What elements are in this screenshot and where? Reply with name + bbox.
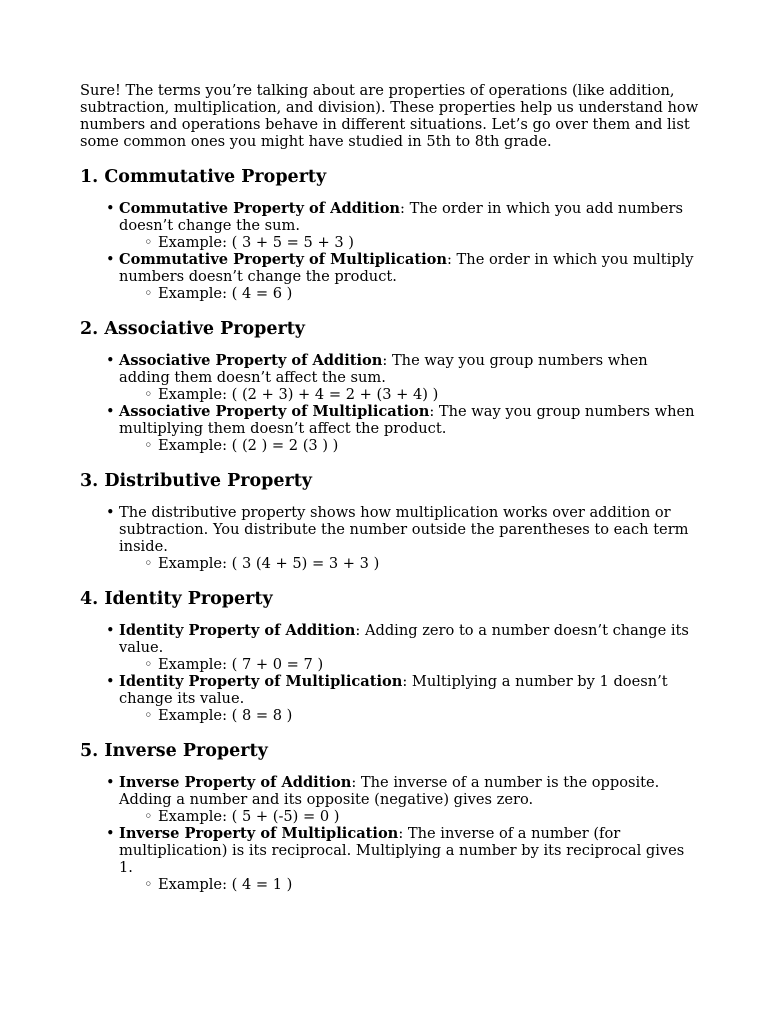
term-description: : The order in which you multiply numbers doesn’t change the product. bbox=[119, 251, 694, 285]
example-list bbox=[119, 437, 700, 454]
section-title-commutative: 1. Commutative Property bbox=[80, 167, 327, 187]
term-label: Commutative Property of Multiplication bbox=[119, 251, 447, 268]
term-description: : The way you group numbers when multiplying them doesn’t affect the product. bbox=[119, 403, 695, 437]
section-list-distributive bbox=[80, 504, 700, 572]
term-description: : Multiplying a number by 1 doesn’t change its value. bbox=[119, 673, 668, 707]
example-item: ◦ Example: ( (2 + 3) + 4 = 2 + (3 + 4) ) bbox=[158, 386, 700, 403]
section-list-inverse bbox=[80, 774, 700, 893]
term-label: Identity Property of Addition bbox=[119, 622, 356, 639]
example-list bbox=[119, 386, 700, 403]
list-item bbox=[119, 504, 700, 572]
section-title-inverse: 5. Inverse Property bbox=[80, 741, 268, 761]
section-title-distributive: 3. Distributive Property bbox=[80, 471, 312, 491]
example-item: ◦ Example: ( 4 = 6 ) bbox=[158, 285, 700, 302]
section-list-commutative bbox=[80, 200, 700, 302]
term-description: The distributive property shows how multiplication works over addition or subtraction. You distribute the number outside the parentheses to each term inside. bbox=[119, 504, 689, 555]
list-item bbox=[119, 673, 700, 724]
term-description: : Adding zero to a number doesn’t change its value. bbox=[119, 622, 689, 656]
example-item: ◦ Example: ( 7 + 0 = 7 ) bbox=[158, 656, 700, 673]
list-item bbox=[119, 825, 700, 893]
section-title-identity: 4. Identity Property bbox=[80, 589, 273, 609]
list-item bbox=[119, 251, 700, 302]
example-item: ◦ Example: ( 3 (4 + 5) = 3 + 3 ) bbox=[158, 555, 700, 572]
term-label: Commutative Property of Addition bbox=[119, 200, 401, 217]
section-title-associative: 2. Associative Property bbox=[80, 319, 305, 339]
term-label: Inverse Property of Addition bbox=[119, 774, 352, 791]
example-item: ◦ Example: ( 3 + 5 = 5 + 3 ) bbox=[158, 234, 700, 251]
list-item bbox=[119, 200, 700, 251]
example-list bbox=[119, 285, 700, 302]
term-label: Identity Property of Multiplication bbox=[119, 673, 403, 690]
example-list bbox=[119, 876, 700, 893]
document-page bbox=[80, 82, 700, 893]
example-item: ◦ Example: ( (2 ) = 2 (3 ) ) bbox=[158, 437, 700, 454]
list-item bbox=[119, 352, 700, 403]
example-item: ◦ Example: ( 8 = 8 ) bbox=[158, 707, 700, 724]
term-description: : The order in which you add numbers doesn’t change the sum. bbox=[119, 200, 684, 234]
list-item bbox=[119, 774, 700, 825]
term-label: Associative Property of Multiplication bbox=[119, 403, 430, 420]
example-list bbox=[119, 555, 700, 572]
term-label: Inverse Property of Multiplication bbox=[119, 825, 399, 842]
example-list bbox=[119, 808, 700, 825]
list-item bbox=[119, 622, 700, 673]
term-description: : The inverse of a number (for multiplication) is its reciprocal. Multiplying a number by its reciprocal gives 1. bbox=[119, 825, 685, 876]
example-item: ◦ Example: ( 5 + (-5) = 0 ) bbox=[158, 808, 700, 825]
term-description: : The inverse of a number is the opposite. Adding a number and its opposite (negative) gives zero. bbox=[119, 774, 660, 808]
intro-paragraph: Sure! The terms you’re talking about are properties of operations (like addition, subtraction, multiplication, and division). These properties help us understand how numbers and operations behave in different situations. Let’s go over them and list some common ones you might have studied in 5th to 8th grade. bbox=[80, 82, 699, 150]
list-item bbox=[119, 403, 700, 454]
example-item: ◦ Example: ( 4 = 1 ) bbox=[158, 876, 700, 893]
term-label: Associative Property of Addition bbox=[119, 352, 383, 369]
section-list-associative bbox=[80, 352, 700, 454]
term-description: : The way you group numbers when adding them doesn’t affect the sum. bbox=[119, 352, 648, 386]
section-list-identity bbox=[80, 622, 700, 724]
example-list bbox=[119, 707, 700, 724]
example-list bbox=[119, 234, 700, 251]
example-list bbox=[119, 656, 700, 673]
